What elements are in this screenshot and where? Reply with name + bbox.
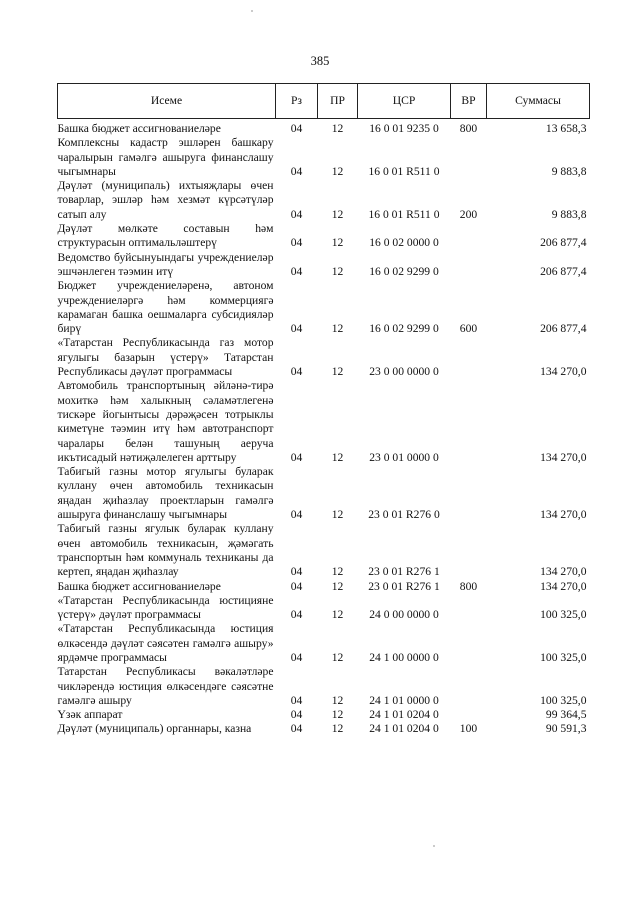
row-rz: 04 [290,608,303,622]
row-name: Татарстан Республикасы вәкаләтләре чикләрендә юстиция өлкәсендәге сәясәтне гамәлгә ашыру [57,665,274,707]
row-vr: 100 [459,722,478,736]
row-rz: 04 [290,722,303,736]
row-sum: 13 658,3 [545,122,587,135]
row-vr [451,665,487,708]
row-vr: 800 [459,579,478,593]
col-header-vr: ВР [451,84,487,119]
row-pr: 12 [331,236,344,250]
table-row [58,522,590,579]
row-sum: 134 270,0 [540,579,587,593]
row-sum: 90 591,3 [545,722,587,736]
col-header-name: Исеме [58,84,276,119]
row-pr: 12 [331,365,344,379]
row-vr [451,708,487,722]
row-rz: 04 [290,693,303,707]
row-pr: 12 [331,207,344,221]
row-name: Үзәк аппарат [57,708,123,722]
row-pr: 12 [331,608,344,622]
row-csr: 23 0 01 R276 1 [368,565,440,579]
table-row [58,465,590,522]
row-pr: 12 [331,650,344,664]
row-sum: 99 364,5 [545,708,587,722]
row-sum: 9 883,8 [551,164,587,178]
row-rz: 04 [290,264,303,278]
row-csr: 24 1 01 0000 0 [369,693,439,707]
table-row [58,622,590,665]
table-row [58,336,590,379]
row-pr: 12 [331,565,344,579]
row-csr: 24 0 00 0000 0 [369,608,439,622]
row-name: «Татарстан Республикасында газ мотор ягулыгы базарын үстерү» Татарстан Республикасы дәүләт программасы [57,336,274,379]
row-rz: 04 [290,579,303,593]
row-rz: 04 [290,207,303,221]
col-header-rz: Рз [276,84,318,119]
row-sum: 134 270,0 [540,565,587,579]
row-csr: 24 1 00 0000 0 [369,650,439,664]
row-sum: 100 325,0 [540,693,587,707]
row-name: Автомобиль транспортының әйләнә-тирә мохиткә һәм халыкның сәламәтлегенә тискәре йогынтысы дәрәҗәсен тотрыклы киметүне тәэмин итү һәм автотранспорт чаралары белән ташуның аеруча икътисадый нәтиҗәлелеген арттыру [57,379,274,464]
row-name: Ведомство буйсынуындагы учреждениеләр эшчәнлеген тәэмин итү [57,250,274,278]
row-sum: 134 270,0 [540,450,587,464]
table-row [58,594,590,623]
row-csr: 16 0 02 0000 0 [369,236,439,250]
table-row [58,665,590,708]
row-sum: 9 883,8 [551,207,587,221]
row-vr [451,465,487,522]
table-header-row [58,84,590,119]
row-pr: 12 [331,708,344,722]
row-name: Башка бюджет ассигнованиеләре [57,122,221,135]
row-vr: 800 [459,122,478,135]
row-csr: 16 0 02 9299 0 [369,264,439,278]
row-rz: 04 [290,450,303,464]
row-csr: 23 0 01 R276 0 [368,508,440,522]
row-vr [451,379,487,465]
row-vr: 600 [459,322,478,336]
row-pr: 12 [331,264,344,278]
row-pr: 12 [331,579,344,593]
row-vr: 200 [459,207,478,221]
row-csr: 16 0 02 9299 0 [369,322,439,336]
row-sum: 134 270,0 [540,508,587,522]
row-sum: 206 877,4 [540,264,587,278]
row-rz: 04 [290,122,303,135]
row-rz: 04 [290,650,303,664]
row-vr [451,251,487,280]
col-header-pr: ПР [318,84,358,119]
row-name: Табигый газны ягулык буларак куллану өчен автомобиль техникасын, җәмәгать транспортын һәм коммуналь техниканы да кертеп, яңадан җиһазлау [57,522,274,579]
row-pr: 12 [331,693,344,707]
row-pr: 12 [331,508,344,522]
row-vr [451,222,487,251]
row-sum: 100 325,0 [540,650,587,664]
row-pr: 12 [331,450,344,464]
table-row [58,279,590,336]
row-name: «Татарстан Республикасында юстиция өлкәсендә дәүләт сәясәтен гамәлгә ашыру» ярдәмче программасы [57,622,274,664]
row-csr: 16 0 01 R511 0 [368,164,440,178]
row-name: Бюджет учреждениеләренә, автоном учреждениеләргә һәм коммерциягә карамаган башка оешмаларга субсидияләр бирү [57,279,274,336]
row-sum: 100 325,0 [540,608,587,622]
table-row [58,379,590,465]
row-rz: 04 [290,236,303,250]
table-row [58,119,590,137]
row-csr: 16 0 01 9235 0 [369,122,439,135]
table-row [58,708,590,722]
row-rz: 04 [290,708,303,722]
budget-table [57,83,590,737]
row-csr: 16 0 01 R511 0 [368,207,440,221]
row-csr: 23 0 00 0000 0 [369,365,439,379]
row-pr: 12 [331,722,344,736]
row-csr: 23 0 01 0000 0 [369,450,439,464]
row-vr [451,336,487,379]
row-sum: 134 270,0 [540,365,587,379]
row-name: Дәүләт (муниципаль) органнары, казна [57,722,252,736]
row-name: Дәүләт (муниципаль) ихтыяҗлары өчен товарлар, эшләр һәм хезмәт күрсәтүләр сатып алу [57,179,274,221]
row-csr: 24 1 01 0204 0 [369,722,439,736]
row-pr: 12 [331,122,344,135]
row-csr: 23 0 01 R276 1 [368,579,440,593]
row-vr [451,594,487,623]
row-vr [451,622,487,665]
row-rz: 04 [290,322,303,336]
row-csr: 24 1 01 0204 0 [369,708,439,722]
row-rz: 04 [290,365,303,379]
row-name: «Татарстан Республикасында юстицияне үстерү» дәүләт программасы [57,593,274,622]
table-row [58,136,590,179]
table-row [58,251,590,280]
row-name: Башка бюджет ассигнованиеләре [57,579,221,593]
table-row [58,722,590,736]
row-rz: 04 [290,508,303,522]
row-name: Дәүләт мөлкәте составын һәм структурасын оптимальләштерү [57,222,274,250]
row-vr [451,522,487,579]
page-number: 385 [310,54,330,68]
col-header-sum: Суммасы [487,84,590,119]
row-name: Табигый газны мотор ягулыгы буларак куллану өчен автомобиль техникасын яңадан җиһазлау проектларын гамәлгә ашыруга финанслашу чыгымнары [57,465,274,522]
row-name: Комплексны кадастр эшләрен башкару чаралырын гамәлгә ашыруга финанслашу чыгымнары [57,136,274,178]
col-header-csr: ЦСР [358,84,451,119]
table-row [58,580,590,594]
table-row [58,179,590,222]
row-pr: 12 [331,164,344,178]
scan-speck [433,845,435,847]
row-sum: 206 877,4 [540,322,587,336]
row-rz: 04 [290,565,303,579]
table-row [58,222,590,251]
row-pr: 12 [331,322,344,336]
row-vr [451,136,487,179]
scan-speck [251,10,253,12]
row-rz: 04 [290,164,303,178]
row-sum: 206 877,4 [540,236,587,250]
